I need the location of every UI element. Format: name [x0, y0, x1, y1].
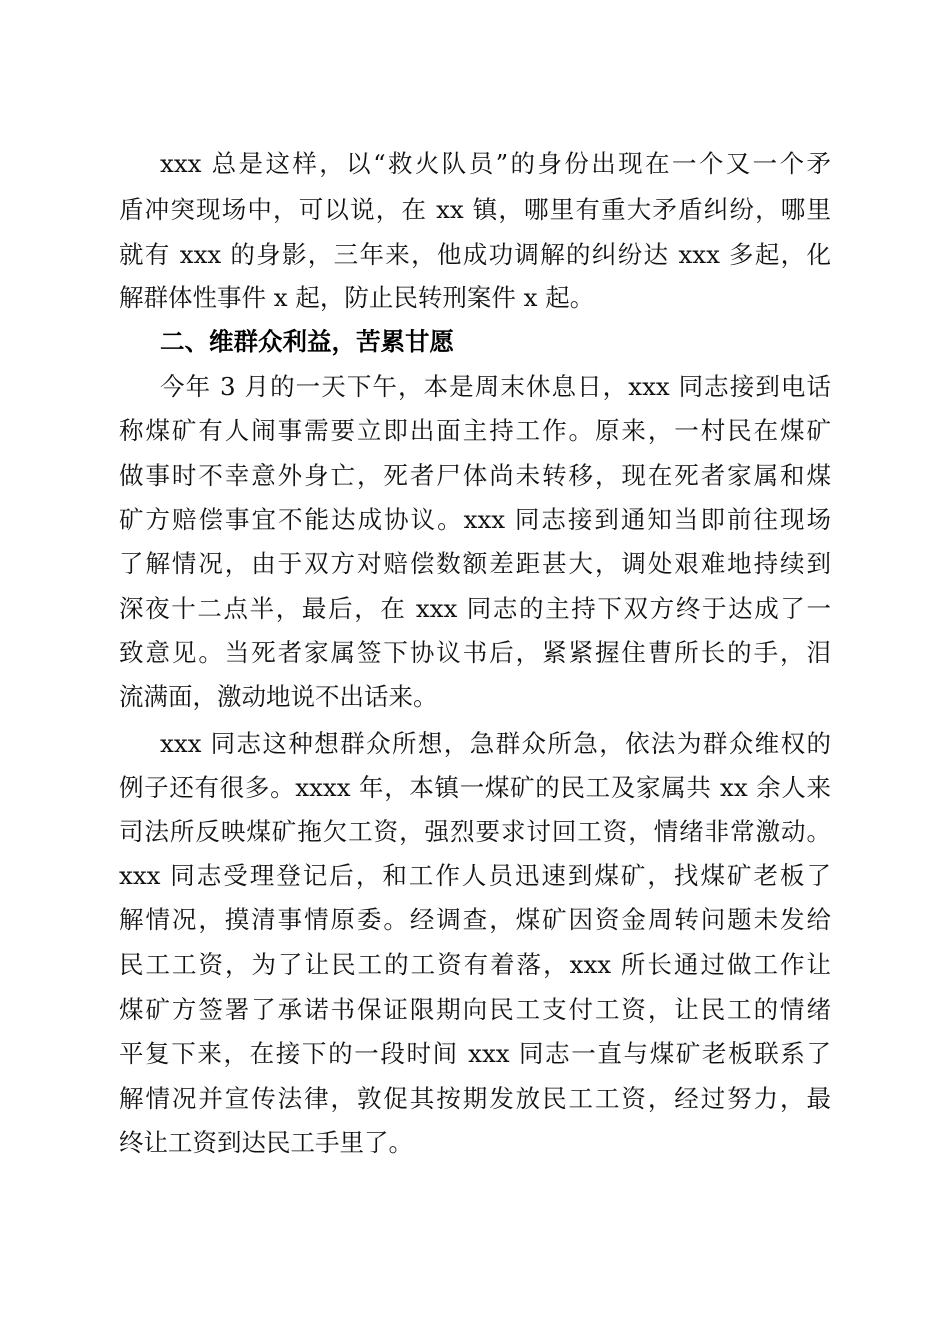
paragraph-2-line-2: 称煤矿有人闹事需要立即出面主持工作。原来，一村民在煤矿	[119, 416, 831, 445]
paragraph-1-line-2: 盾冲突现场中，可以说，在 xx 镇，哪里有重大矛盾纠纷，哪里	[119, 195, 831, 224]
paragraph-3-line-1: xxx 同志这种想群众所想，急群众所急，依法为群众维权的	[160, 729, 831, 758]
paragraph-2-line-6: 深夜十二点半，最后，在 xxx 同志的主持下双方终于达成了一	[119, 594, 831, 623]
paragraph-1-line-4: 解群体性事件 x 起，防止民转刑案件 x 起。	[119, 283, 595, 312]
paragraph-3-line-3: 司法所反映煤矿拖欠工资，强烈要求讨回工资，情绪非常激动。	[119, 817, 831, 846]
paragraph-3-line-2: 例子还有很多。xxxx 年，本镇一煤矿的民工及家属共 xx 余人来	[119, 773, 831, 802]
paragraph-1-line-1: xxx 总是这样，以“救火队员”的身份出现在一个又一个矛	[160, 149, 831, 178]
paragraph-2-line-7: 致意见。当死者家属签下协议书后，紧紧握住曹所长的手，泪	[119, 638, 831, 667]
paragraph-3-line-10: 终让工资到达民工手里了。	[119, 1128, 413, 1157]
paragraph-3-line-8: 平复下来，在接下的一段时间 xxx 同志一直与煤矿老板联系了	[119, 1039, 831, 1068]
paragraph-3-line-9: 解情况并宣传法律，敦促其按期发放民工工资，经过努力，最	[119, 1084, 831, 1113]
paragraph-3-line-4: xxx 同志受理登记后，和工作人员迅速到煤矿，找煤矿老板了	[119, 861, 831, 890]
paragraph-2-line-5: 了解情况，由于双方对赔偿数额差距甚大，调处艰难地持续到	[119, 549, 831, 578]
paragraph-3-line-7: 煤矿方签署了承诺书保证限期向民工支付工资，让民工的情绪	[119, 995, 831, 1024]
paragraph-1-line-3: 就有 xxx 的身影，三年来，他成功调解的纠纷达 xxx 多起，化	[119, 240, 831, 269]
paragraph-2-line-1: 今年 3 月的一天下午，本是周末休息日，xxx 同志接到电话	[160, 372, 831, 401]
paragraph-2-line-8: 流满面，激动地说不出话来。	[119, 682, 438, 711]
paragraph-3-line-5: 解情况，摸清事情原委。经调查，煤矿因资金周转问题未发给	[119, 905, 831, 934]
paragraph-2-line-4: 矿方赔偿事宜不能达成协议。xxx 同志接到通知当即前往现场	[119, 505, 831, 534]
section-heading: 二、维群众利益，苦累甘愿	[160, 327, 454, 356]
paragraph-3-line-6: 民工工资，为了让民工的工资有着落，xxx 所长通过做工作让	[119, 950, 831, 979]
paragraph-2-line-3: 做事时不幸意外身亡，死者尸体尚未转移，现在死者家属和煤	[119, 461, 831, 490]
